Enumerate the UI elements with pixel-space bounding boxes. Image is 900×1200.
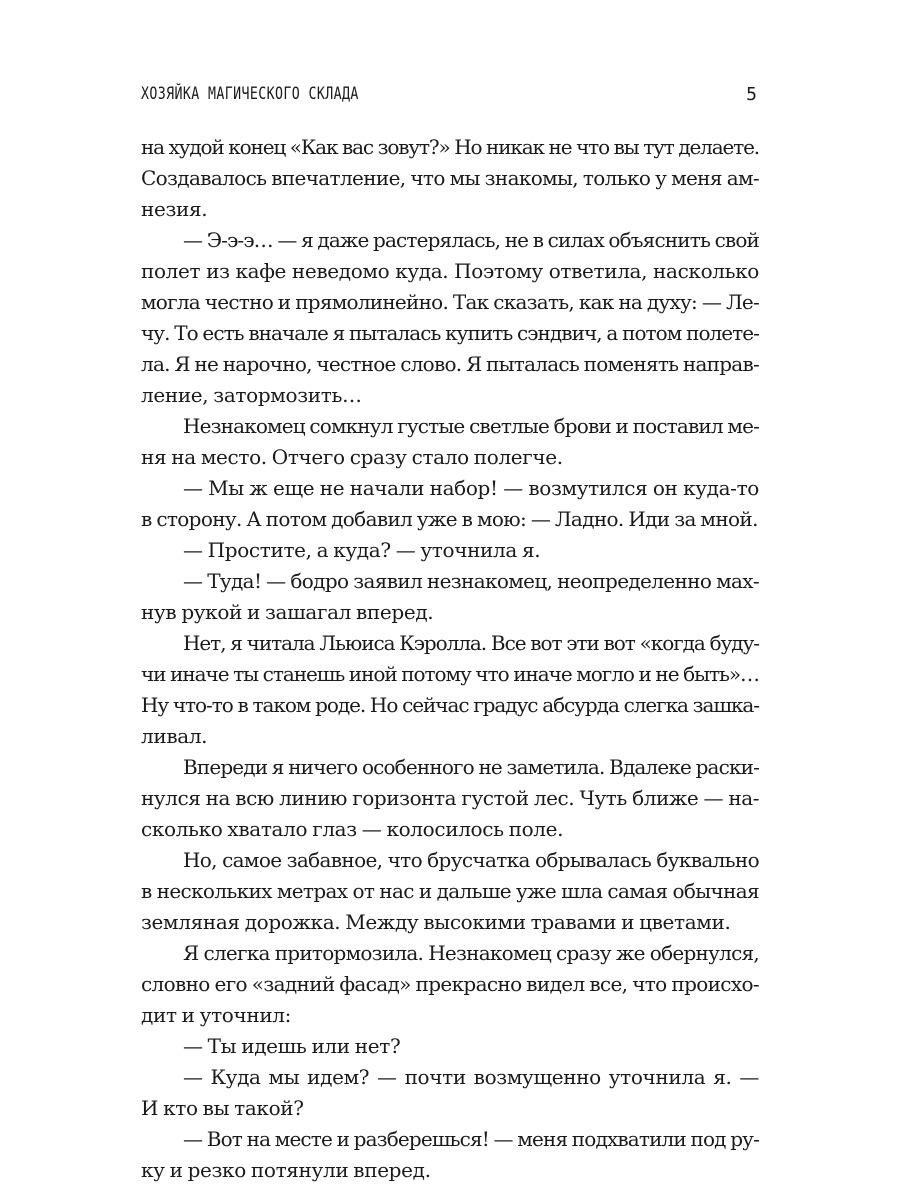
text-line: — Э-э-э… — я даже растерялась, не в силах объяснить свой	[183, 228, 759, 252]
text-line: земляная дорожка. Между высокими травами и цветами.	[141, 910, 731, 934]
text-line: полет из кафе неведомо куда. Поэтому ответила, насколько	[141, 259, 759, 283]
text-line: на худой конец «Как вас зовут?» Но никак не что вы тут делаете.	[141, 135, 759, 159]
text-line: словно его «задний фасад» прекрасно видел все, что происхо-	[141, 972, 759, 996]
text-line: — Куда мы идем? — почти возмущенно уточнила я. —	[183, 1065, 759, 1089]
text-line: — Мы ж еще не начали набор! — возмутился он куда-то	[183, 476, 759, 500]
text-line: чу. То есть вначале я пыталась купить сэндвич, а потом полете-	[141, 321, 759, 345]
text-line: ку и резко потянули вперед.	[141, 1158, 431, 1182]
text-line: И кто вы такой?	[141, 1096, 304, 1120]
text-line: сколько хватало глаз — колосилось поле.	[141, 817, 564, 841]
text-line: нув рукой и зашагал вперед.	[141, 600, 434, 624]
text-line: Незнакомец сомкнул густые светлые брови и поставил ме-	[183, 414, 759, 438]
text-line: Впереди я ничего особенного не заметила. Вдалеке раски-	[183, 755, 759, 779]
text-line: — Простите, а куда? — уточнила я.	[183, 538, 541, 562]
text-line: в сторону. А потом добавил уже в мою: — Ладно. Иди за мной.	[141, 507, 758, 531]
text-line: — Ты идешь или нет?	[183, 1034, 401, 1058]
text-line: чи иначе ты станешь иной потому что иначе могло и не быть»…	[141, 662, 759, 686]
text-line: Создавалось впечатление, что мы знакомы, только у меня ам-	[141, 166, 759, 190]
text-line: нулся на всю линию горизонта густой лес. Чуть ближе — на-	[141, 786, 759, 810]
page-number: 5	[746, 84, 757, 105]
body-text	[141, 132, 759, 1186]
text-line: Ну что-то в таком роде. Но сейчас градус абсурда слегка зашка-	[141, 693, 759, 717]
text-line: в нескольких метрах от нас и дальше уже шла самая обычная	[141, 879, 759, 903]
text-line: ление, затормозить…	[141, 383, 362, 407]
text-line: — Вот на месте и разберешься! — меня подхватили под ру-	[183, 1127, 759, 1151]
text-line: Но, самое забавное, что брусчатка обрывалась буквально	[183, 848, 759, 872]
text-line: ла. Я не нарочно, честное слово. Я пыталась поменять направ-	[141, 352, 759, 376]
text-line: дит и уточнил:	[141, 1003, 292, 1027]
text-line: Нет, я читала Льюиса Кэролла. Все вот эти вот «когда буду-	[183, 631, 759, 655]
text-line: ливал.	[141, 724, 208, 748]
text-line: Я слегка притормозила. Незнакомец сразу же обернулся,	[183, 941, 759, 965]
text-line: — Туда! — бодро заявил незнакомец, неопределенно мах-	[183, 569, 759, 593]
page-header	[141, 84, 759, 118]
text-line: могла честно и прямолинейно. Так сказать, как на духу: — Ле-	[141, 290, 759, 314]
text-line: незия.	[141, 197, 208, 221]
text-line: ня на место. Отчего сразу стало полегче.	[141, 445, 563, 469]
running-title: ХОЗЯЙКА МАГИЧЕСКОГО СКЛАДА	[141, 84, 359, 104]
